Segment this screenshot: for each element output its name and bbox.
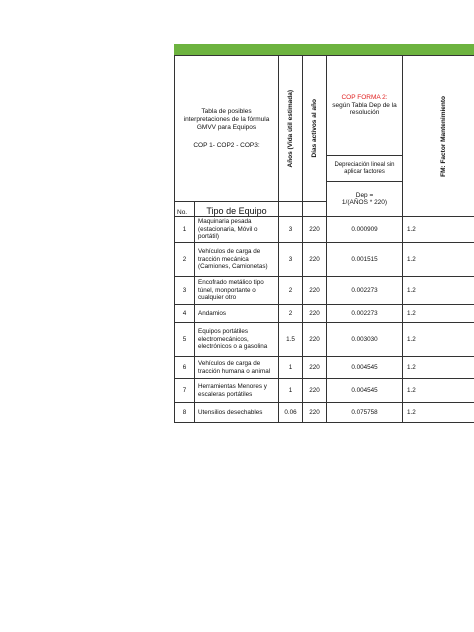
depreciacion-cell: Depreciación lineal sin aplicar factores [327,156,403,182]
table-row [175,277,474,305]
col-anos-label: Años (Vida útil estimada) [287,89,295,168]
row-no: 6 [175,357,195,379]
row-anos: 2 [279,277,303,305]
dep-formula-2: 1/(AÑOS * 220) [341,199,388,206]
row-dep: 0.075758 [327,403,403,423]
forma-header [327,56,403,156]
row-no: 8 [175,403,195,423]
forma-rest: según Tabla Dep de la resolución [332,101,397,117]
row-no: 4 [175,305,195,323]
row-no: 5 [175,323,195,357]
row-dias: 220 [303,243,327,277]
row-anos: 0.06 [279,403,303,423]
row-fm: 1.2 [403,243,474,277]
intro-cop: COP 1- COP2 - COP3: [193,141,260,149]
table-row [175,403,474,423]
row-fm: 1.2 [403,217,474,243]
table-row [175,323,474,357]
row-dep: 0.002273 [327,305,403,323]
row-anos: 1.5 [279,323,303,357]
row-no: 7 [175,379,195,403]
row-tipo: Herramientas Menores y escaleras portátiles [195,379,279,403]
table-row [175,357,474,379]
row-tipo: Utensilios desechables [195,403,279,423]
row-fm: 1.2 [403,379,474,403]
col-fm-header [403,56,474,217]
row-dias: 220 [303,217,327,243]
col-anos-header [279,56,303,202]
row-tipo: Maquinaria pesada (estacionaria, Móvil o portátil) [195,217,279,243]
row-anos: 3 [279,217,303,243]
intro-title: Tabla de posibles interpretaciones de la fórmula GMVV para Equipos [183,107,270,131]
row-anos: 1 [279,379,303,403]
spreadsheet-area [174,44,474,416]
row-dias: 220 [303,277,327,305]
row-dep: 0.002273 [327,277,403,305]
row-dias: 220 [303,403,327,423]
row-anos: 2 [279,305,303,323]
dep-formula-1: Dep = [355,191,374,199]
col-no-header: No. [175,202,195,217]
row-no: 1 [175,217,195,243]
row-no: 2 [175,243,195,277]
table-row [175,379,474,403]
row-dep: 0.003030 [327,323,403,357]
col-tipo-header: Tipo de Equipo [195,202,279,217]
table-row [175,243,474,277]
row-fm: 1.2 [403,277,474,305]
row-anos: 1 [279,357,303,379]
row-fm: 1.2 [403,403,474,423]
empty-cell [279,202,303,217]
col-dias-header [303,56,327,202]
row-dias: 220 [303,379,327,403]
row-dep: 0.004545 [327,379,403,403]
col-dias-label: Días activos al año [311,99,319,158]
row-fm: 1.2 [403,357,474,379]
row-dep: 0.000909 [327,217,403,243]
row-dep: 0.004545 [327,357,403,379]
equipment-table [174,55,474,423]
row-tipo: Equipos portátiles electromecánicos, electrónicos o a gasolina [195,323,279,357]
row-dias: 220 [303,357,327,379]
intro-cell [175,56,279,202]
empty-cell [303,202,327,217]
col-fm-label: FM: Factor Mantenimiento [440,95,448,177]
table-row [175,305,474,323]
row-dias: 220 [303,323,327,357]
header-color-bar [174,44,474,55]
dep-formula-cell [327,182,403,217]
forma-title: COP FORMA 2: [341,94,388,102]
row-anos: 3 [279,243,303,277]
row-tipo: Encofrado metálico tipo túnel, monportante o cualquier otro [195,277,279,305]
row-dias: 220 [303,305,327,323]
row-dep: 0.001515 [327,243,403,277]
row-tipo: Vehículos de carga de tracción humana o animal [195,357,279,379]
row-fm: 1.2 [403,323,474,357]
row-fm: 1.2 [403,305,474,323]
row-no: 3 [175,277,195,305]
table-row [175,217,474,243]
row-tipo: Andamios [195,305,279,323]
row-tipo: Vehículos de carga de tracción mecánica (Camiones, Camionetas) [195,243,279,277]
